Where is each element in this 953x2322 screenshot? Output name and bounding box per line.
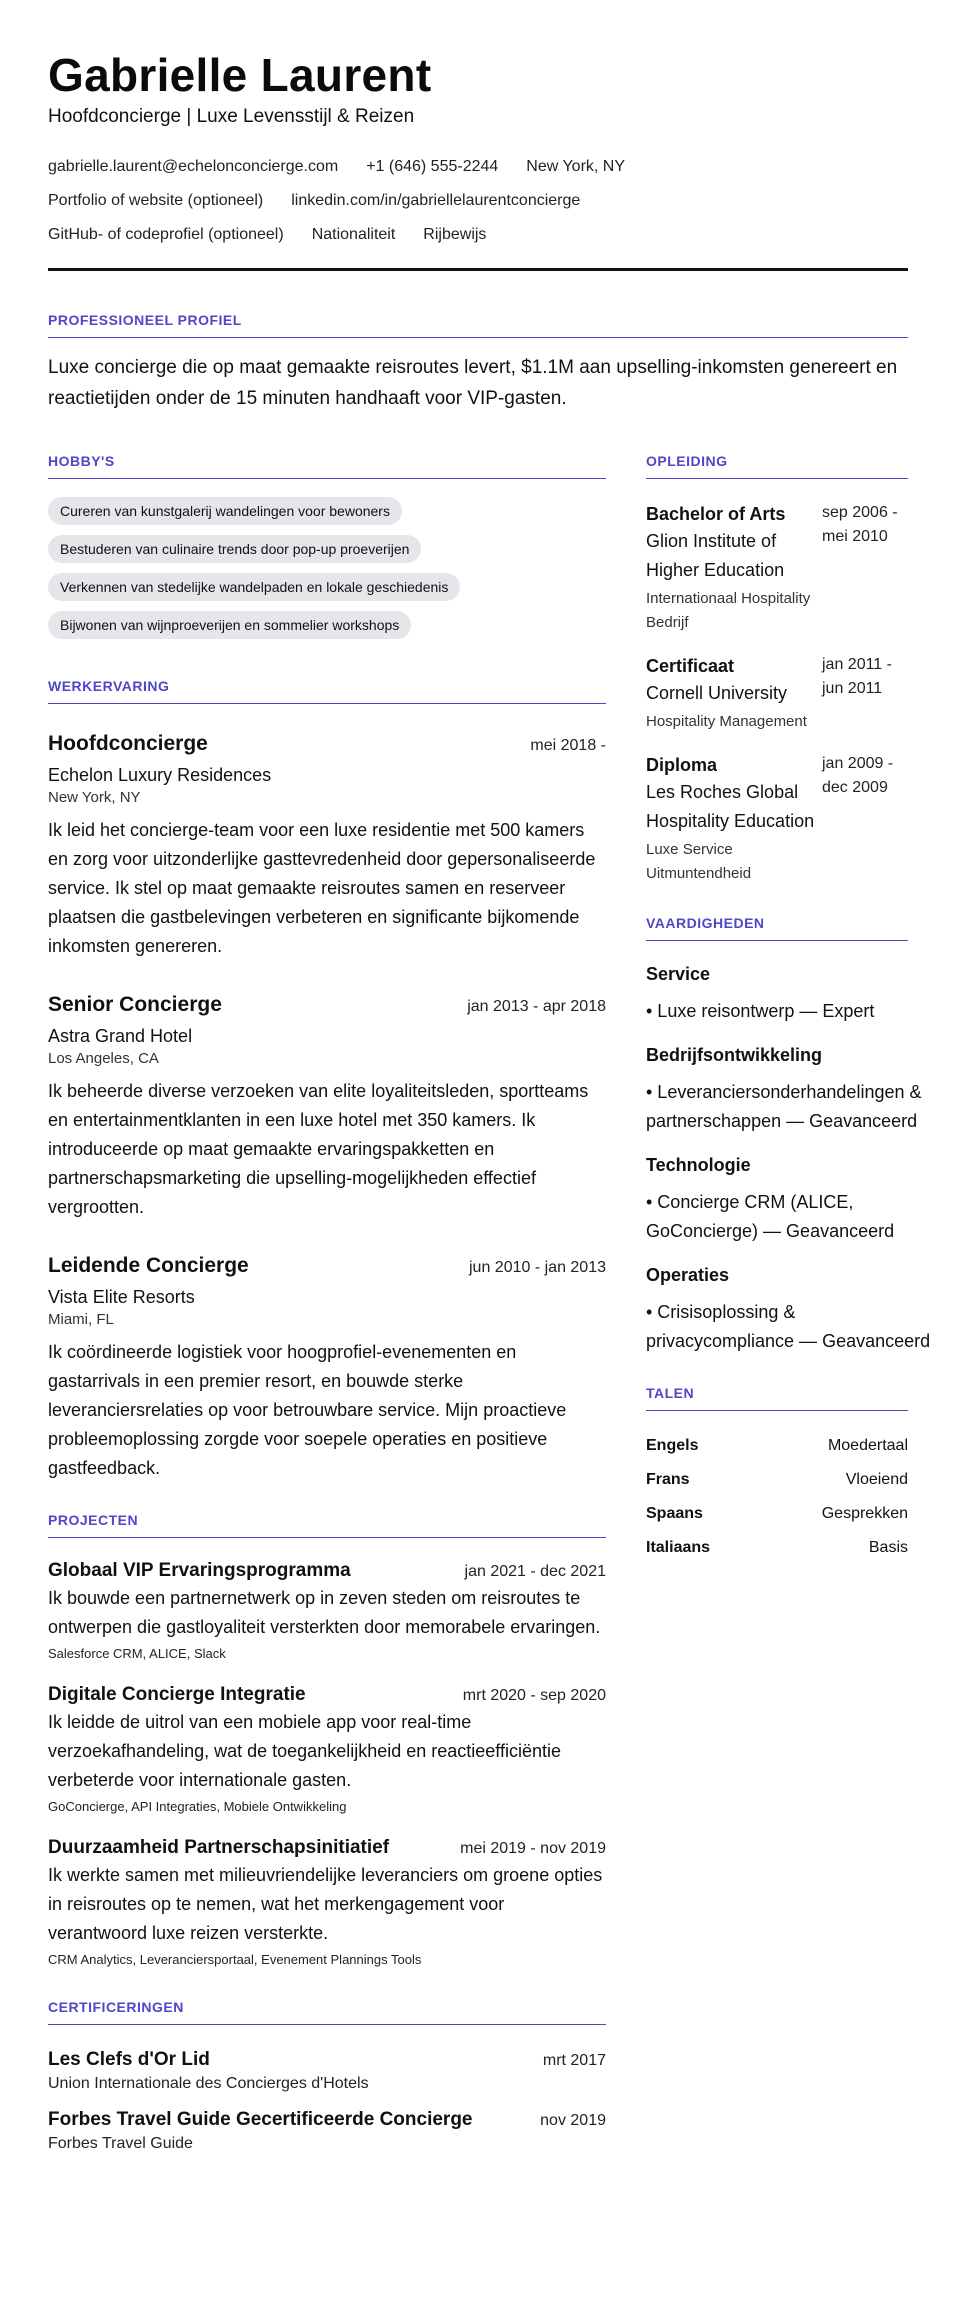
contact-row — [48, 184, 908, 218]
job-entry — [48, 730, 606, 961]
project-description: Ik werkte samen met milieuvriendelijke leveranciers om groene opties in reisroutes op te nemen, wat het merkengagement voor verantwoord luxe reizen versterkte. — [48, 1865, 603, 1943]
education-degree: Bachelor of Arts — [646, 504, 786, 524]
skill-category: Service — [646, 964, 711, 984]
hobbies-section — [48, 452, 606, 649]
certification-date: nov 2019 — [540, 2112, 606, 2129]
portfolio-link[interactable]: Portfolio of website (optioneel) — [48, 192, 264, 209]
language-level: Vloeiend — [845, 1471, 908, 1488]
project-title: Digitale Concierge Integratie — [48, 1684, 306, 1705]
resume-header — [48, 48, 908, 271]
education-school: Cornell University — [646, 683, 788, 703]
language-row — [646, 1531, 908, 1565]
language-name: Spaans — [646, 1505, 703, 1522]
right-column — [646, 452, 931, 2155]
education-entry — [646, 653, 908, 734]
project-entry — [48, 1682, 606, 1817]
certifications-section — [48, 1998, 606, 2155]
hobby-tag: Bestuderen van culinaire trends door pop-up proeverijen — [48, 535, 421, 563]
project-title: Globaal VIP Ervaringsprogramma — [48, 1560, 351, 1581]
job-description: Ik beheerde diverse verzoeken van elite loyaliteitsleden, sportteams en entertainmentklanten in een luxe hotel met 350 kamers. Ik introduceerde op maat gemaakte ervaringspakketten en partnerschapsmarketing die upselling-mogelijkheden effectief vergrootten. — [48, 1081, 589, 1217]
project-technologies: Salesforce CRM, ALICE, Slack — [48, 1646, 226, 1661]
skill-item: • Concierge CRM (ALICE, GoConcierge) — Geavanceerd — [646, 1192, 895, 1241]
certification-issuer: Forbes Travel Guide — [48, 2135, 193, 2152]
skill-group — [646, 961, 908, 1026]
contact-row — [48, 218, 908, 252]
project-dates: mei 2019 - nov 2019 — [460, 1840, 606, 1857]
phone-number[interactable]: +1 (646) 555-2244 — [366, 158, 499, 175]
education-dates: jan 2011 - jun 2011 — [822, 656, 892, 697]
contact-row — [48, 150, 908, 184]
language-level: Gesprekken — [821, 1505, 908, 1522]
certification-entry — [48, 2107, 606, 2155]
projects-section — [48, 1511, 606, 1970]
education-degree: Diploma — [646, 755, 718, 775]
certification-entry — [48, 2047, 606, 2095]
education-field: Internationaal Hospitality Bedrijf — [646, 590, 811, 631]
job-company: Vista Elite Resorts — [48, 1287, 195, 1307]
job-dates: jan 2013 - apr 2018 — [467, 998, 606, 1015]
project-technologies: CRM Analytics, Leveranciersportaal, Evenement Plannings Tools — [48, 1952, 422, 1967]
language-name: Italiaans — [646, 1539, 711, 1556]
education-section — [646, 452, 908, 886]
skill-item: • Luxe reisontwerp — Expert — [646, 1001, 875, 1021]
hobby-tag: Cureren van kunstgalerij wandelingen voor bewoners — [48, 497, 402, 525]
job-title: Senior Concierge — [48, 993, 222, 1016]
location-text: New York, NY — [526, 158, 626, 175]
contact-info — [48, 150, 908, 252]
section-title: PROFESSIONEEL PROFIEL — [48, 311, 908, 338]
skill-group — [646, 1042, 922, 1136]
job-location: Los Angeles, CA — [48, 1050, 159, 1067]
education-field: Hospitality Management — [646, 713, 807, 730]
linkedin-link[interactable]: linkedin.com/in/gabriellelaurentconcierge — [291, 192, 581, 209]
language-row — [646, 1497, 908, 1531]
github-link[interactable]: GitHub- of codeprofiel (optioneel) — [48, 226, 284, 243]
section-title: PROJECTEN — [48, 1511, 606, 1538]
section-title: WERKERVARING — [48, 677, 606, 704]
project-title: Duurzaamheid Partnerschapsinitiatief — [48, 1837, 390, 1858]
education-school: Glion Institute of Higher Education — [646, 531, 785, 580]
skill-item: • Crisisoplossing & privacycompliance — Geavanceerd — [646, 1302, 931, 1351]
section-title: OPLEIDING — [646, 452, 908, 479]
job-description: Ik leid het concierge-team voor een luxe residentie met 500 kamers en zorg voor uitzonderlijke gasttevredenheid door gepersonaliseerde service. Ik stel op maat gemaakte reisroutes samen en reserveer plaatsen die gastbelevingen verbeteren en significante bijkomende inkomsten genereren. — [48, 820, 596, 956]
section-title: CERTIFICERINGEN — [48, 1998, 606, 2025]
language-level: Basis — [868, 1539, 908, 1556]
project-entry — [48, 1558, 606, 1664]
hobby-tag: Bijwonen van wijnproeverijen en sommelier workshops — [48, 611, 411, 639]
skills-section — [646, 914, 931, 1356]
job-location: Miami, FL — [48, 1311, 114, 1328]
education-field: Luxe Service Uitmuntendheid — [646, 841, 752, 882]
project-dates: jan 2021 - dec 2021 — [464, 1563, 606, 1580]
candidate-headline: Hoofdconcierge | Luxe Levensstijl & Reizen — [48, 106, 415, 127]
left-column — [48, 452, 606, 2155]
language-name: Engels — [646, 1437, 699, 1454]
project-entry — [48, 1835, 606, 1970]
education-dates: jan 2009 - dec 2009 — [822, 755, 894, 796]
language-row — [646, 1429, 908, 1463]
hobby-tag: Verkennen van stedelijke wandelpaden en lokale geschiedenis — [48, 573, 460, 601]
language-name: Frans — [646, 1471, 690, 1488]
language-level: Moedertaal — [827, 1437, 908, 1454]
job-dates: mei 2018 - — [530, 737, 606, 754]
language-list — [646, 1429, 908, 1565]
email-link[interactable]: gabrielle.laurent@echelonconcierge.com — [48, 158, 339, 175]
languages-section — [646, 1384, 908, 1565]
certification-title: Forbes Travel Guide Gecertificeerde Concierge — [48, 2109, 473, 2130]
skill-category: Operaties — [646, 1265, 730, 1285]
certification-issuer: Union Internationale des Concierges d'Hotels — [48, 2075, 369, 2092]
certification-title: Les Clefs d'Or Lid — [48, 2049, 210, 2070]
education-dates: sep 2006 - mei 2010 — [822, 504, 898, 545]
project-description: Ik leidde de uitrol van een mobiele app voor real-time verzoekafhandeling, wat de toegankelijkheid en reactieefficiëntie verbeterde voor internationale gasten. — [48, 1712, 562, 1790]
skill-group — [646, 1152, 908, 1246]
experience-section — [48, 677, 606, 1483]
drivers-license-text: Rijbewijs — [423, 226, 487, 243]
section-title: TALEN — [646, 1384, 908, 1411]
education-entry — [646, 752, 908, 886]
header-divider — [48, 268, 908, 271]
job-entry — [48, 991, 606, 1222]
education-school: Les Roches Global Hospitality Education — [646, 782, 815, 831]
hobby-list — [48, 497, 606, 649]
job-title: Leidende Concierge — [48, 1254, 249, 1277]
skill-item: • Leveranciersonderhandelingen & partnerschappen — Geavanceerd — [646, 1082, 922, 1131]
job-company: Echelon Luxury Residences — [48, 765, 272, 785]
two-column-layout — [48, 452, 931, 2155]
section-title: VAARDIGHEDEN — [646, 914, 908, 941]
job-title: Hoofdconcierge — [48, 732, 208, 755]
language-row — [646, 1463, 908, 1497]
job-dates: jun 2010 - jan 2013 — [469, 1259, 606, 1276]
certification-date: mrt 2017 — [542, 2052, 606, 2069]
project-technologies: GoConcierge, API Integraties, Mobiele Ontwikkeling — [48, 1799, 347, 1814]
profile-section — [48, 311, 908, 414]
job-company: Astra Grand Hotel — [48, 1026, 193, 1046]
skill-group — [646, 1262, 931, 1356]
section-title: HOBBY'S — [48, 452, 606, 479]
profile-summary: Luxe concierge die op maat gemaakte reisroutes levert, $1.1M aan upselling-inkomsten genereert en reactietijden onder de 15 minuten handhaaft voor VIP-gasten. — [48, 357, 898, 409]
nationality-text: Nationaliteit — [311, 226, 396, 243]
job-description: Ik coördineerde logistiek voor hoogprofiel-evenementen en gastarrivals in een premier resort, en bouwde sterke leveranciersrelaties op voor betrouwbare service. Mijn proactieve probleemoplossing zorgde voor soepele operaties en positieve gastfeedback. — [48, 1342, 567, 1478]
education-entry — [646, 501, 908, 635]
project-dates: mrt 2020 - sep 2020 — [462, 1687, 606, 1704]
job-location: New York, NY — [48, 789, 141, 806]
candidate-name: Gabrielle Laurent — [48, 49, 432, 101]
skill-category: Bedrijfsontwikkeling — [646, 1045, 823, 1065]
skill-category: Technologie — [646, 1155, 751, 1175]
education-degree: Certificaat — [646, 656, 735, 676]
job-entry — [48, 1252, 606, 1483]
project-description: Ik bouwde een partnernetwerk op in zeven steden om reisroutes te ontwerpen die gastloyaliteit versterkten door memorabele ervaringen. — [48, 1588, 601, 1637]
